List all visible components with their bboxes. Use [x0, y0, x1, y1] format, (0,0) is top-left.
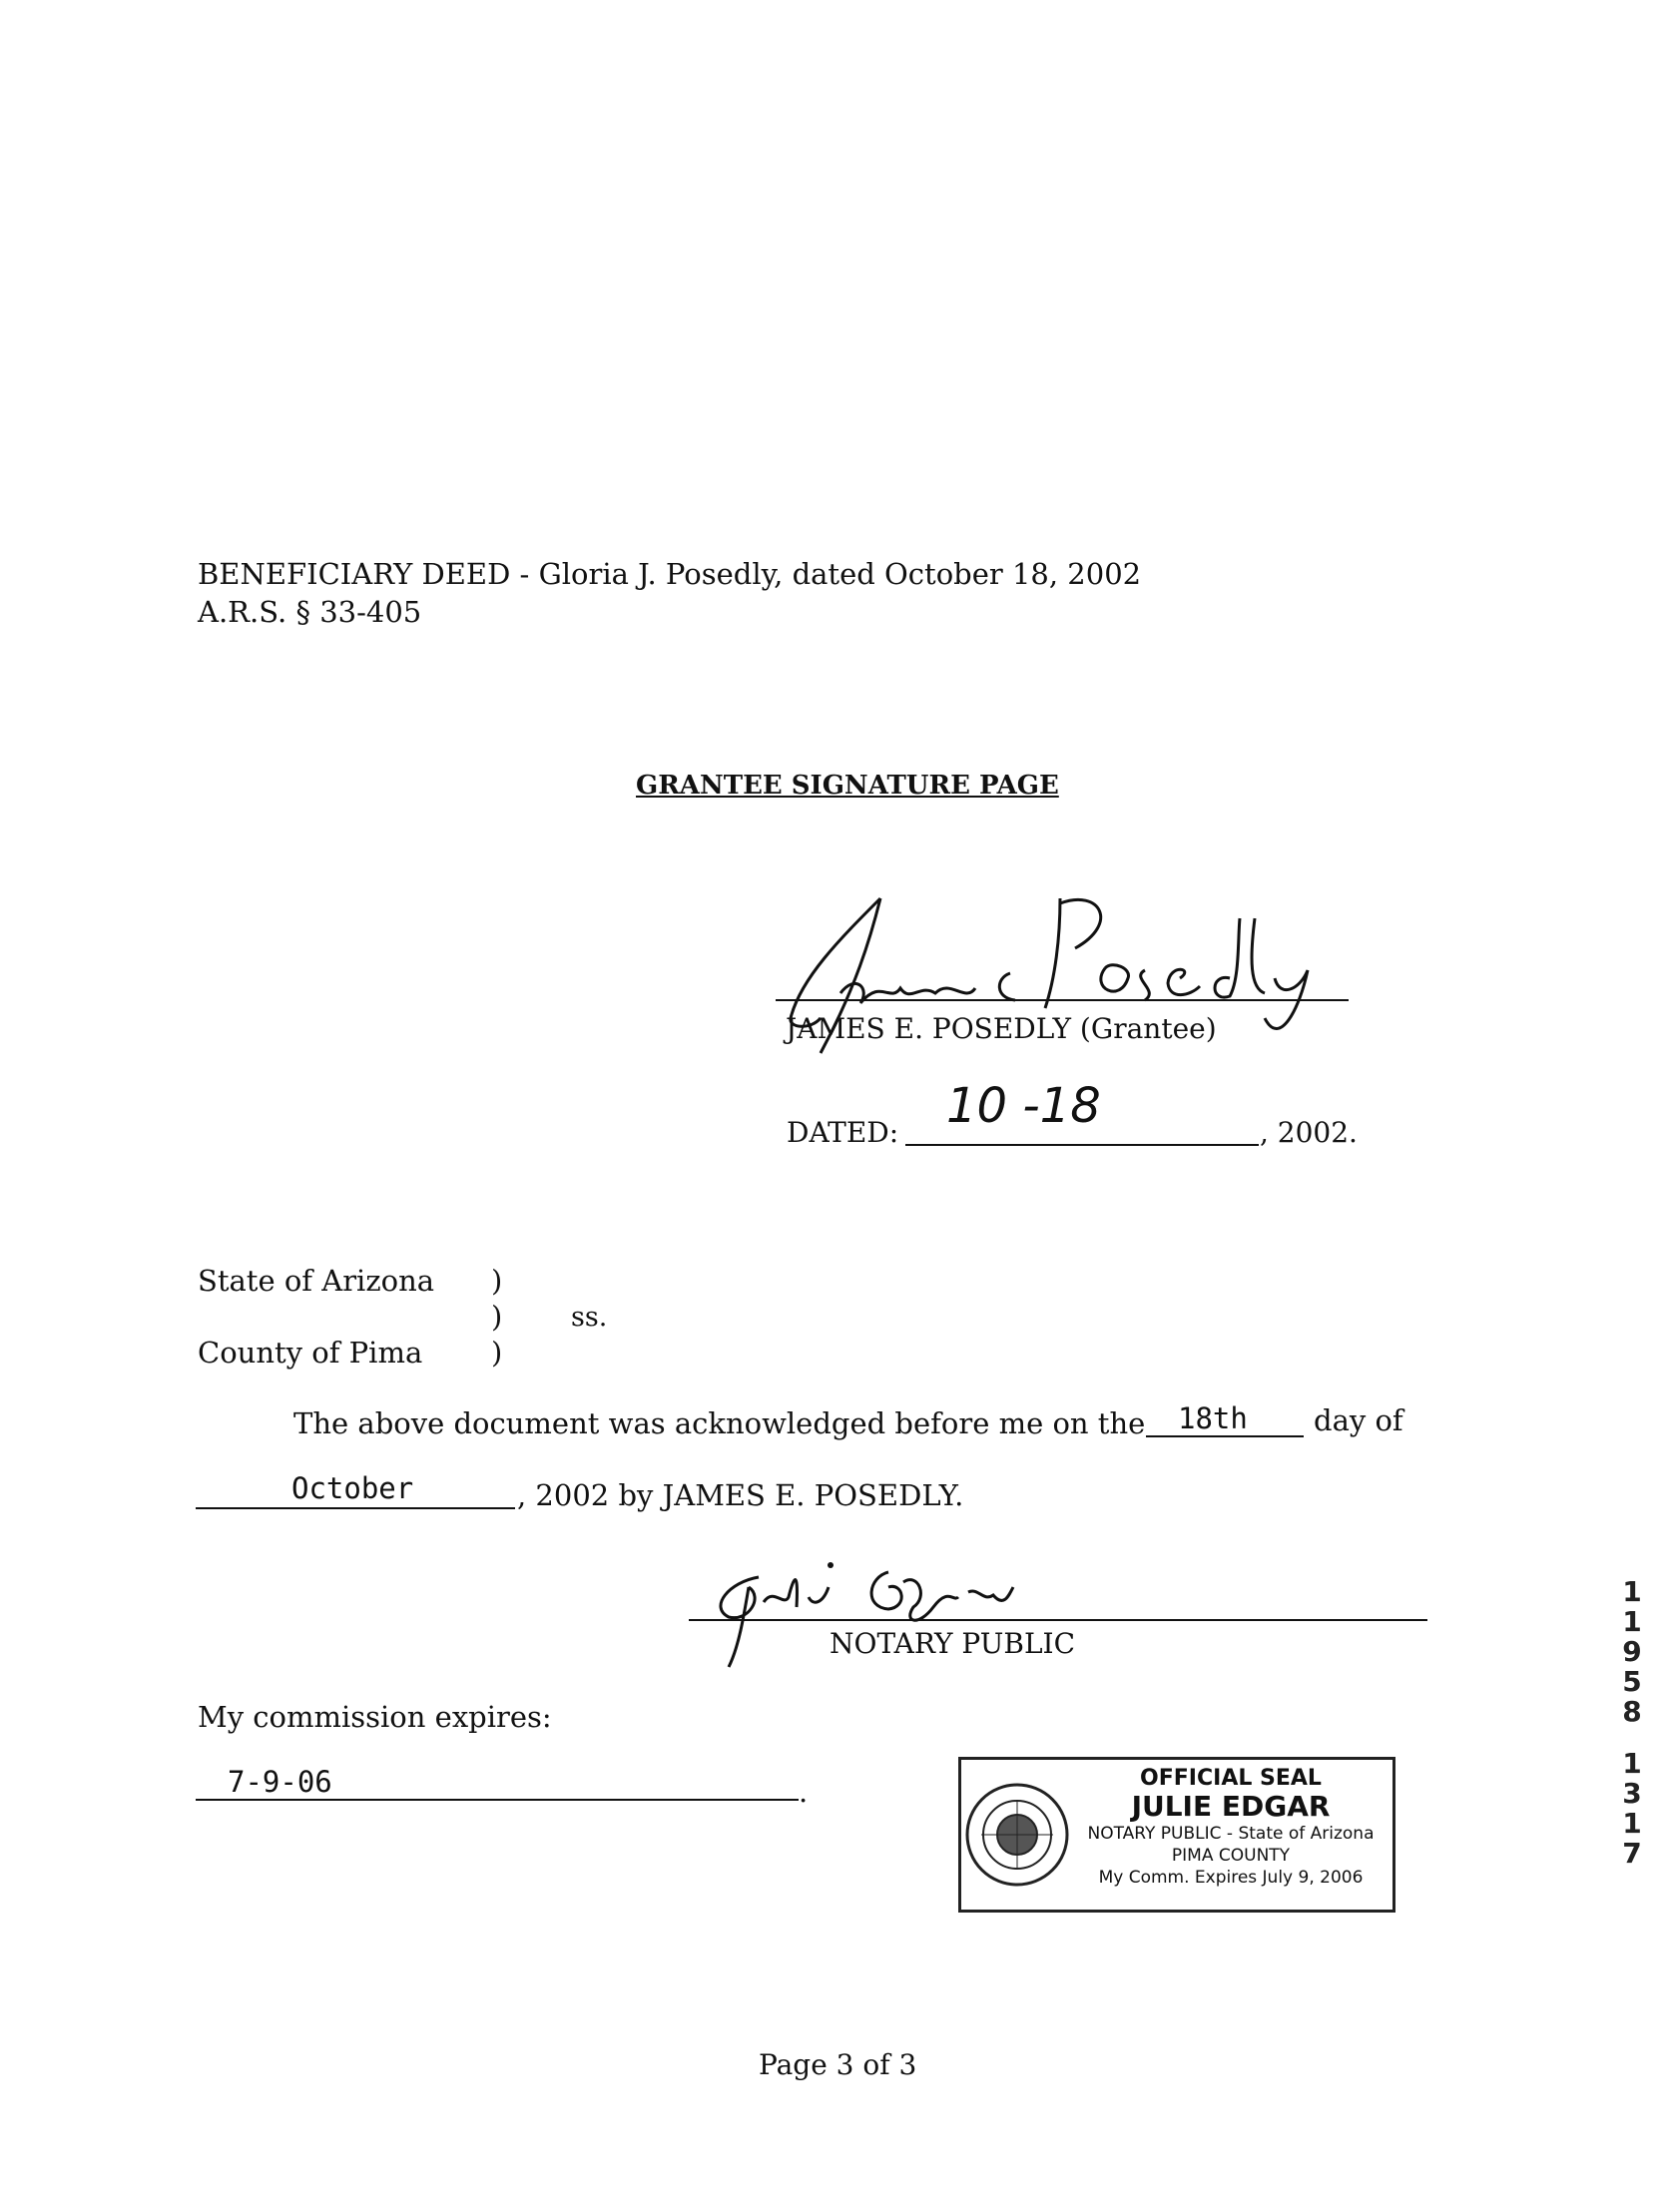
grantee-name-label: JAMES E. POSEDLY (Grantee)	[786, 1012, 1217, 1045]
ack-line1-pre: The above document was acknowledged before me on the	[293, 1406, 1146, 1440]
venue-county: County of Pima	[198, 1336, 423, 1370]
recording-digit: 3	[1622, 1777, 1642, 1810]
seal-title: OFFICIAL SEAL	[1140, 1766, 1322, 1791]
dated-value: 10 -18	[946, 1078, 1101, 1134]
dated-label: DATED:	[787, 1116, 899, 1149]
notary-public-label: NOTARY PUBLIC	[830, 1627, 1076, 1660]
venue-state: State of Arizona	[198, 1264, 435, 1298]
notary-signature-line	[689, 1619, 1427, 1621]
venue-paren-3: )	[491, 1336, 503, 1370]
seal-name: JULIE EDGAR	[1131, 1790, 1331, 1823]
dated-line	[905, 1144, 1259, 1146]
deed-title-line: BENEFICIARY DEED - Gloria J. Posedly, dated October 18, 2002	[198, 557, 1142, 591]
recording-number	[1617, 1577, 1647, 1869]
commission-date: 7-9-06	[228, 1765, 332, 1799]
ack-month-line	[196, 1507, 515, 1509]
recording-digit: 9	[1622, 1635, 1642, 1668]
venue-paren-1: )	[491, 1264, 503, 1298]
recording-digit: 1	[1622, 1605, 1642, 1638]
notary-seal-stamp	[958, 1757, 1395, 1913]
seal-expiration: My Comm. Expires July 9, 2006	[1098, 1868, 1364, 1888]
seal-county: PIMA COUNTY	[1171, 1846, 1291, 1866]
recording-digit: 5	[1622, 1665, 1642, 1698]
recording-digit: 1	[1622, 1807, 1642, 1840]
dated-year: , 2002.	[1260, 1116, 1358, 1149]
commission-line	[196, 1799, 799, 1801]
commission-end: .	[799, 1775, 809, 1809]
ack-month: October	[291, 1471, 414, 1505]
recording-digit: 1	[1622, 1575, 1642, 1608]
seal-commission-type: NOTARY PUBLIC - State of Arizona	[1087, 1824, 1375, 1844]
ack-day-line	[1146, 1435, 1304, 1437]
page-title: GRANTEE SIGNATURE PAGE	[636, 771, 1059, 801]
ack-line1-post: day of	[1314, 1403, 1403, 1437]
page-number: Page 3 of 3	[759, 2048, 917, 2081]
venue-ss: ss.	[571, 1302, 608, 1333]
venue-paren-2: )	[491, 1300, 503, 1334]
statute-reference: A.R.S. § 33-405	[198, 595, 422, 629]
commission-label: My commission expires:	[198, 1700, 552, 1734]
grantee-signature	[761, 878, 1360, 1078]
recording-digit: 8	[1622, 1695, 1642, 1728]
ack-day: 18th	[1178, 1401, 1248, 1435]
grantee-signature-line	[776, 999, 1349, 1001]
ack-line2-post: , 2002 by JAMES E. POSEDLY.	[517, 1478, 964, 1512]
recording-digit: 1	[1622, 1747, 1642, 1780]
recording-digit: 7	[1622, 1837, 1642, 1870]
